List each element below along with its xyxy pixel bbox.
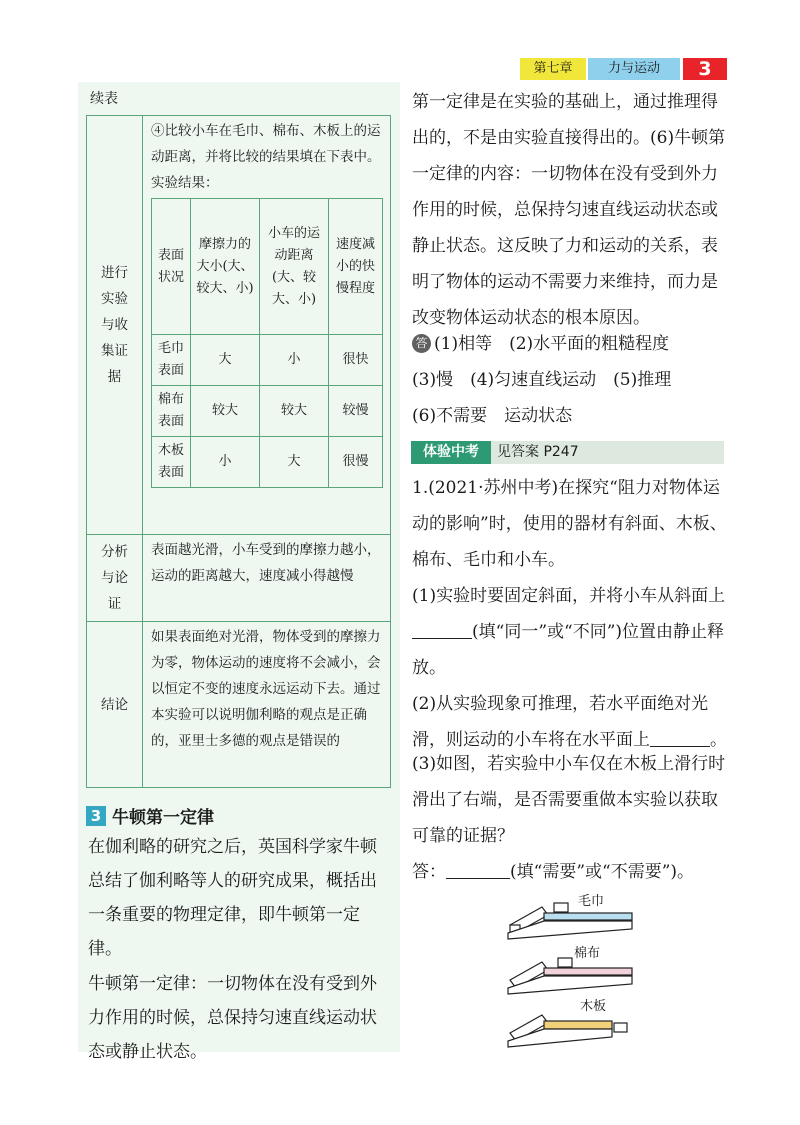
answer-blank[interactable] [412,620,472,639]
continued-label: 续表 [90,91,118,107]
question-stem: 1.(2021·苏州中考)在探究“阻力对物体运动的影响”时，使用的器材有斜面、木板、棉布、毛巾和小车。 [412,478,727,570]
row-label-analysis: 分析与论证 [87,535,143,622]
exam-section-tag: 体验中考 [411,441,491,464]
figure-label-towel: 毛巾 [578,894,605,909]
answer-blank[interactable] [446,860,510,879]
conclusion-text: 如果表面绝对光滑，物体受到的摩擦力为零，物体运动的速度将不会减小，会以恒定不变的速度永远运动下去。通过本实验可以说明伽利略的观点是正确的，亚里士多德的观点是错误的 [143,622,391,788]
experiment-table [86,115,391,788]
answer-badge: 答 [412,334,431,353]
row-label-conclusion: 结论 [87,622,143,788]
section-heading [86,803,214,828]
results-header: 摩擦力的大小(大、较大、小) [191,199,260,335]
answer-blank[interactable] [650,728,710,747]
ramp-cotton [508,958,632,994]
page-number: 3 [683,58,727,80]
experiment-intro: ④比较小车在毛巾、棉布、木板上的运动距离，并将比较的结果填在下表中。 [151,123,381,165]
question-part-1: (1)实验时要固定斜面，并将小车从斜面上(填“同一”或“不同”)位置由静止释放。 [412,586,726,678]
table-row: 棉布表面 较大 较大 较慢 [152,386,383,437]
newton-law-paragraph: 牛顿第一定律：一切物体在没有受到外力作用的时候，总保持匀速直线运动状态或静止状态。 [88,974,377,1062]
row-label-experiment: 进行实验与收集证据 [87,116,143,535]
table-row: 木板表面 小 大 很慢 [152,437,383,488]
analysis-text: 表面越光滑，小车受到的摩擦力越小，运动的距离越大，速度减小得越慢 [143,535,391,622]
results-header: 速度减小的快慢程度 [329,199,383,335]
topic-chip: 力与运动 [588,58,680,80]
newton-intro-paragraph: 在伽利略的研究之后，英国科学家牛顿总结了伽利略等人的研究成果，概括出一条重要的物理定律，即牛顿第一定律。 [88,837,377,959]
section-title: 牛顿第一定律 [112,808,214,828]
row-content-experiment [143,116,391,535]
answer-line-3: (6)不需要 运动状态 [412,406,573,426]
answer-line-2: (3)慢 (4)匀速直线运动 (5)推理 [412,370,672,390]
answer-reference: 见答案 P247 [497,444,579,460]
chapter-chip: 第七章 [520,58,586,80]
figure-label-cotton: 棉布 [574,946,601,961]
explanation-paragraph: 第一定律是在实验的基础上，通过推理得出的，不是由实验直接得出的。(6)牛顿第一定律的内容：一切物体在没有受到外力作用的时候，总保持匀速直线运动状态或静止状态。这反映了力和运动的关系，表明了物体的运动不需要力来维持，而力是改变物体运动状态的根本原因。 [412,92,726,328]
question-part-3: (3)如图，若实验中小车仅在木板上滑行时滑出了右端，是否需要重做本实验以获取可靠的证据？ [412,754,726,846]
ramp-figure [500,885,650,1050]
results-header: 表面状况 [152,199,191,335]
question-part-2: (2)从实验现象可推理，若水平面绝对光滑，则运动的小车将在水平面上 。 [412,694,727,750]
table-row: 毛巾表面 大 小 很快 [152,335,383,386]
ramp-towel [508,903,632,939]
answer-line-1: 答 (1)相等 (2)水平面的粗糙程度 [412,326,669,362]
ramp-wood [508,1015,627,1047]
results-header: 小车的运动距离(大、较大、小) [260,199,329,335]
results-table [151,198,383,488]
figure-label-wood: 木板 [580,999,607,1014]
result-label: 实验结果： [151,175,219,191]
question-answer-line: 答： (填“需要”或“不需要”)。 [412,862,695,882]
section-number: 3 [86,806,106,826]
